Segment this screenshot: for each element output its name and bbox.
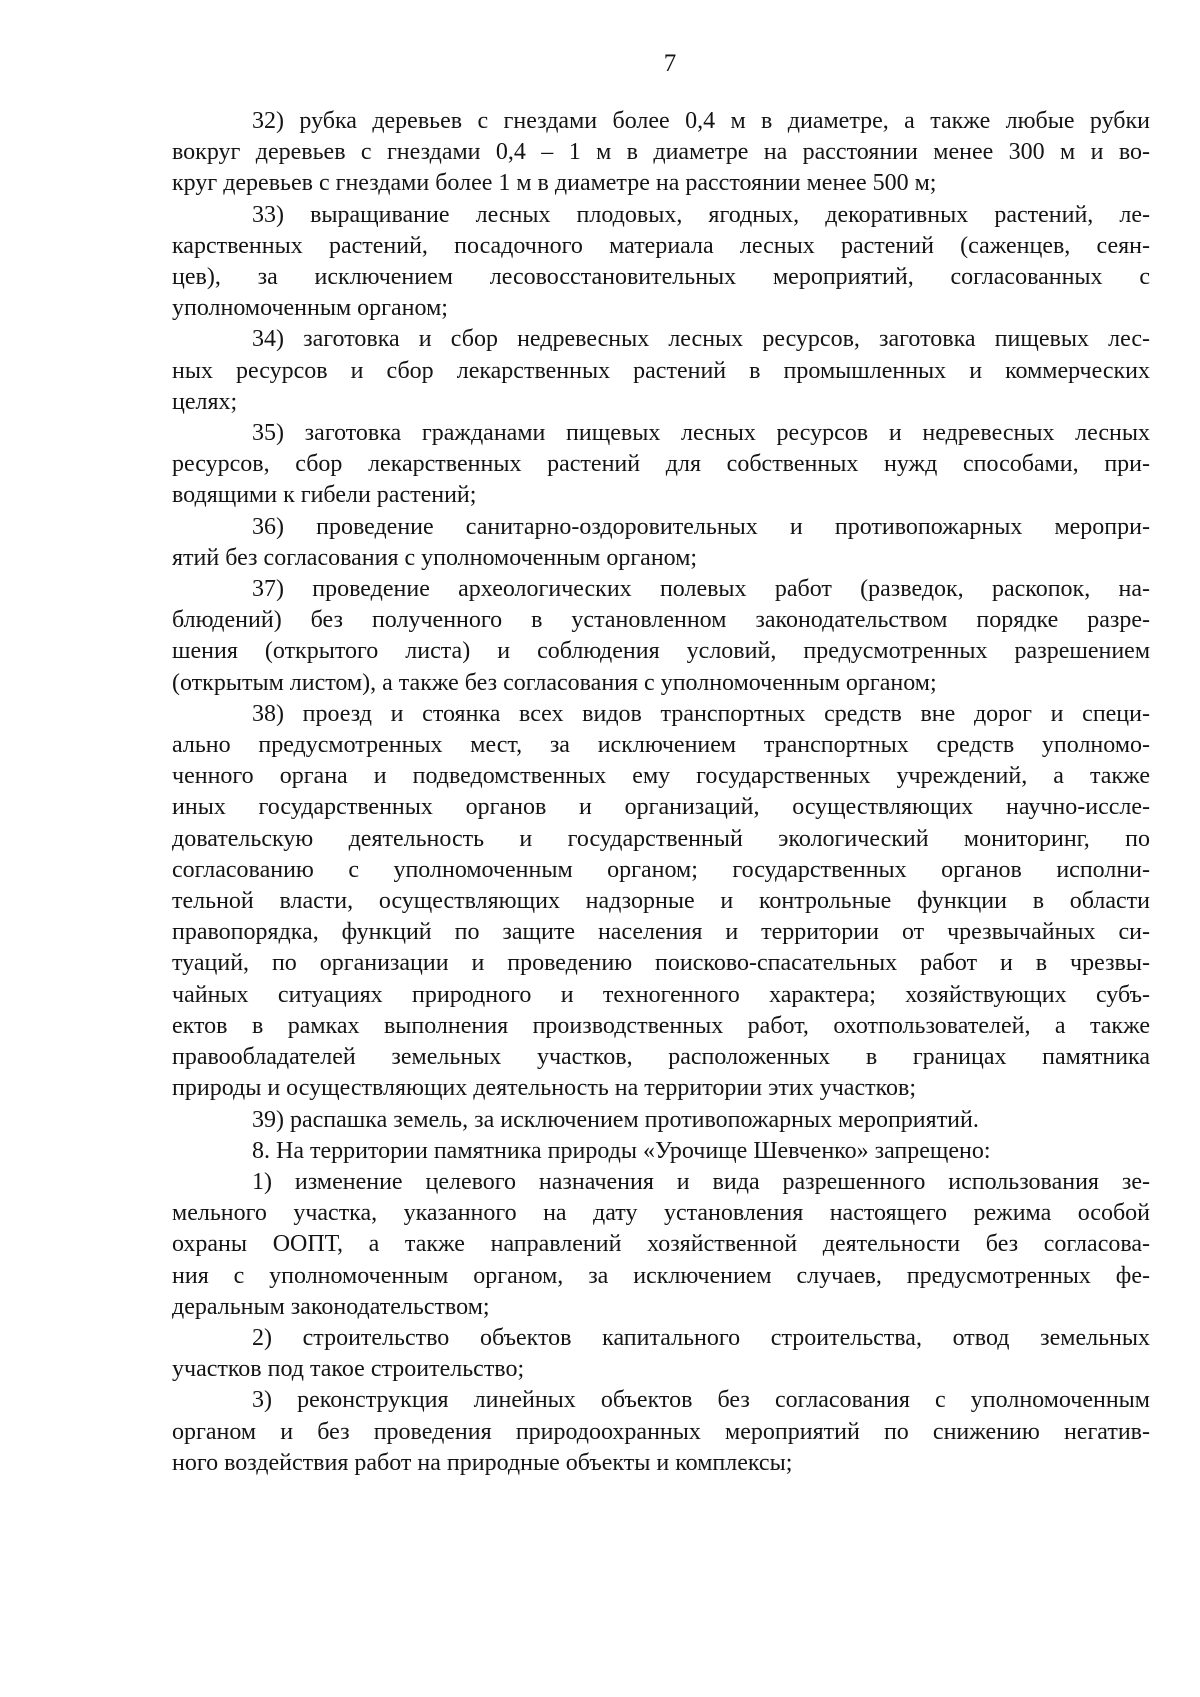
paragraph bbox=[172, 200, 1150, 325]
text-line: правопорядка, функций по защите населения и территории от чрезвычайных си- bbox=[172, 919, 1150, 946]
text-line: вокруг деревьев с гнездами 0,4 – 1 м в диаметре на расстоянии менее 300 м и во- bbox=[172, 139, 1150, 166]
paragraph bbox=[172, 1136, 1150, 1167]
text-line: 36) проведение санитарно-оздоровительных и противопожарных меропри- bbox=[252, 513, 1150, 540]
text-line: чайных ситуациях природного и техногенного характера; хозяйствующих субъ- bbox=[172, 981, 1150, 1008]
text-line: 35) заготовка гражданами пищевых лесных ресурсов и недревесных лесных bbox=[252, 420, 1150, 447]
text-line: природы и осуществляющих деятельность на территории этих участков; bbox=[172, 1075, 917, 1102]
page-number: 7 bbox=[663, 50, 677, 77]
paragraph bbox=[172, 699, 1150, 1105]
text-line: 3) реконструкция линейных объектов без согласования с уполномоченным bbox=[252, 1387, 1150, 1414]
text-line: 2) строительство объектов капитального строительства, отвод земельных bbox=[252, 1324, 1150, 1351]
text-line: ного воздействия работ на природные объекты и комплексы; bbox=[172, 1449, 793, 1476]
text-line: ния с уполномоченным органом, за исключением случаев, предусмотренных фе- bbox=[172, 1262, 1150, 1289]
paragraph bbox=[172, 1323, 1150, 1385]
text-line: правообладателей земельных участков, расположенных в границах памятника bbox=[172, 1044, 1150, 1071]
text-line: согласованию с уполномоченным органом; государственных органов исполни- bbox=[172, 856, 1150, 883]
text-line: ектов в рамках выполнения производственных работ, охотпользователей, а также bbox=[172, 1012, 1150, 1039]
text-line: блюдений) без полученного в установленном законодательством порядке разре- bbox=[172, 607, 1150, 634]
text-line: шения (открытого листа) и соблюдения условий, предусмотренных разрешением bbox=[172, 638, 1150, 665]
text-line: деральным законодательством; bbox=[172, 1293, 490, 1320]
text-line: (открытым листом), а также без согласования с уполномоченным органом; bbox=[172, 669, 937, 696]
paragraph bbox=[172, 1105, 1150, 1136]
text-line: тельной власти, осуществляющих надзорные и контрольные функции в области bbox=[172, 888, 1150, 915]
text-line: 1) изменение целевого назначения и вида разрешенного использования зе- bbox=[252, 1168, 1150, 1195]
paragraph bbox=[172, 1385, 1150, 1479]
text-line: круг деревьев с гнездами более 1 м в диаметре на расстоянии менее 500 м; bbox=[172, 170, 937, 197]
text-line: 33) выращивание лесных плодовых, ягодных, декоративных растений, ле- bbox=[252, 201, 1150, 228]
text-line: 39) распашка земель, за исключением противопожарных мероприятий. bbox=[252, 1106, 979, 1133]
paragraph bbox=[172, 574, 1150, 699]
text-line: ресурсов, сбор лекарственных растений для собственных нужд способами, при- bbox=[172, 451, 1150, 478]
text-line: 32) рубка деревьев с гнездами более 0,4 м в диаметре, а также любые рубки bbox=[252, 108, 1150, 134]
text-line: ятий без согласования с уполномоченным органом; bbox=[172, 544, 698, 571]
text-line: охраны ООПТ, а также направлений хозяйственной деятельности без согласова- bbox=[172, 1231, 1150, 1258]
text-line: 37) проведение археологических полевых работ (разведок, раскопок, на- bbox=[252, 576, 1150, 603]
text-line: иных государственных органов и организаций, осуществляющих научно-иссле- bbox=[172, 794, 1150, 821]
text-line: 38) проезд и стоянка всех видов транспортных средств вне дорог и специ- bbox=[252, 700, 1150, 727]
text-line: водящими к гибели растений; bbox=[172, 482, 477, 509]
text-line: туаций, по организации и проведению поисково-спасательных работ и в чрезвы- bbox=[172, 950, 1150, 977]
text-line: цев), за исключением лесовосстановительных мероприятий, согласованных с bbox=[172, 264, 1150, 291]
text-line: органом и без проведения природоохранных мероприятий по снижению негатив- bbox=[172, 1418, 1150, 1445]
paragraph bbox=[172, 324, 1150, 418]
paragraph bbox=[172, 512, 1150, 574]
text-line: 34) заготовка и сбор недревесных лесных ресурсов, заготовка пищевых лес- bbox=[252, 326, 1150, 353]
text-line: целях; bbox=[172, 388, 238, 415]
text-line: ально предусмотренных мест, за исключением транспортных средств уполномо- bbox=[172, 732, 1150, 759]
paragraph bbox=[172, 106, 1150, 200]
text-line: 8. На территории памятника природы «Урочище Шевченко» запрещено: bbox=[252, 1137, 991, 1164]
paragraph bbox=[172, 418, 1150, 512]
document-body bbox=[172, 106, 1150, 1479]
text-line: мельного участка, указанного на дату установления настоящего режима особой bbox=[172, 1200, 1150, 1227]
paragraph bbox=[172, 1167, 1150, 1323]
text-line: участков под такое строительство; bbox=[172, 1356, 525, 1383]
text-line: довательскую деятельность и государственный экологический мониторинг, по bbox=[172, 825, 1150, 852]
text-line: уполномоченным органом; bbox=[172, 295, 448, 322]
text-line: ченного органа и подведомственных ему государственных учреждений, а также bbox=[172, 763, 1150, 790]
text-line: карственных растений, посадочного материала лесных растений (саженцев, сеян- bbox=[172, 232, 1150, 259]
text-line: ных ресурсов и сбор лекарственных растений в промышленных и коммерческих bbox=[172, 357, 1150, 384]
